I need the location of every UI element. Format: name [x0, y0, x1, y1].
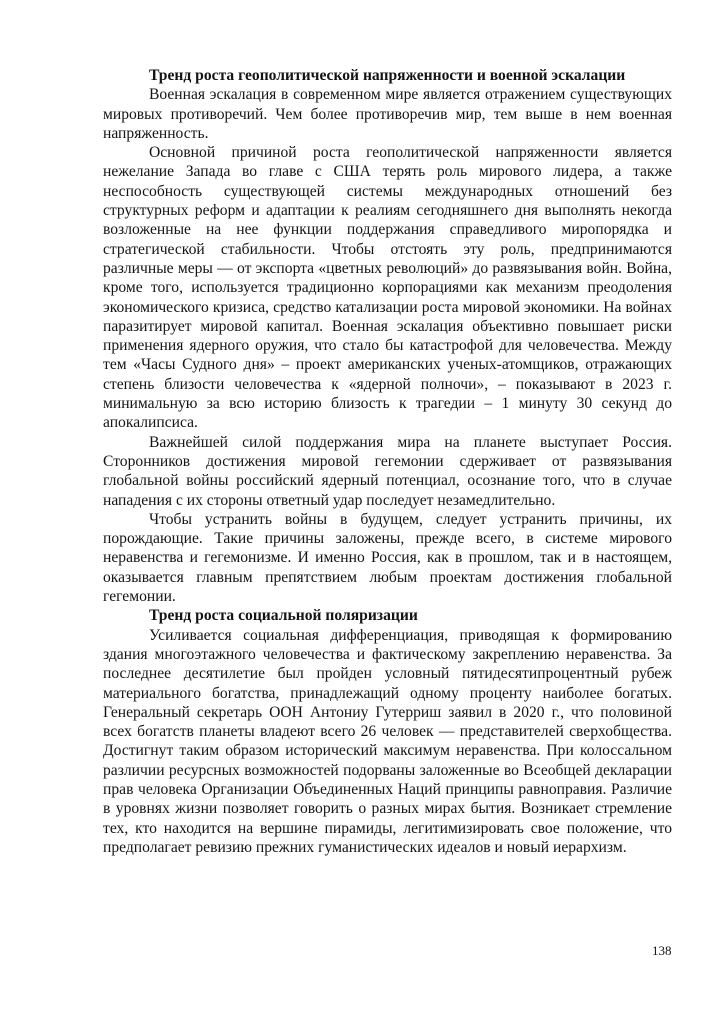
paragraph: Усиливается социальная дифференциация, приводящая к формированию здания многоэтажного человечества и фактическому закреплению неравенства. За последнее десятилетие был пройден условный пятидесятипроцентный рубеж материального богатства, принадлежащий одному проценту наиболее богатых. Генеральный секретарь ООН Антониу Гутерриш заявил в 2020 г., что половиной всех богатств планеты владеют всего 26 человек — представителей сверхобщества. Достигнут таким образом исторический максимум неравенства. При колоссальном различии ресурсных возможностей подорваны заложенные во Всеобщей декларации прав человека Организации Объединенных Наций принципы равноправия. Различие в уровнях жизни позволяет говорить о разных мирах бытия. Возникает стремление тех, кто находится на вершине пирамиды, легитимизировать свое положение, что предполагает ревизию прежних гуманистических идеалов и новый иерархизм.: [103, 626, 672, 856]
section-heading-geopolitics: Тренд роста геополитической напряженности и военной эскалации: [149, 67, 626, 84]
paragraph: Основной причиной роста геополитической напряженности является нежелание Запада во главе с США терять роль мирового лидера, а также неспособность существующей системы международных отношений без структурных реформ и адаптации к реалиям сегодняшнего дня выполнять некогда возложенные на нее функции поддержания справедливого миропорядка и стратегической стабильности. Чтобы отстоять эту роль, предпринимаются различные меры — от экспорта «цветных революций» до развязывания войн. Война, кроме того, используется традиционно корпорациями как механизм преодоления экономического кризиса, средство катализации роста мировой экономики. На войнах паразитирует мировой капитал. Военная эскалация объективно повышает риски применения ядерного оружия, что стало бы катастрофой для человечества. Между тем «Часы Судного дня» – проект американских ученых-атомщиков, отражающих степень близости человечества к «ядерной полночи», – показывают в 2023 г. минимальную за всю историю близость к трагедии – 1 минуту 30 секунд до апокалипсиса.: [103, 144, 672, 432]
paragraph: Военная эскалация в современном мире является отражением существующих мировых противоречий. Чем более противоречив мир, тем выше в нем военная напряженность.: [103, 86, 672, 142]
page-content: [103, 66, 672, 857]
page-number: 138: [652, 943, 672, 958]
paragraph: Чтобы устранить войны в будущем, следует устранить причины, их порождающие. Такие причины заложены, прежде всего, в системе мирового неравенства и гегемонизме. И именно Россия, как в прошлом, так и в настоящем, оказывается главным препятствием любым проектам достижения глобальной гегемонии.: [103, 510, 672, 606]
section-heading-polarization: Тренд роста социальной поляризации: [149, 607, 418, 625]
paragraph: Важнейшей силой поддержания мира на планете выступает Россия. Сторонников достижения мировой гегемонии сдерживает от развязывания глобальной войны российский ядерный потенциал, осознание того, что в случае нападения с их стороны ответный удар последует незамедлительно.: [103, 433, 672, 509]
